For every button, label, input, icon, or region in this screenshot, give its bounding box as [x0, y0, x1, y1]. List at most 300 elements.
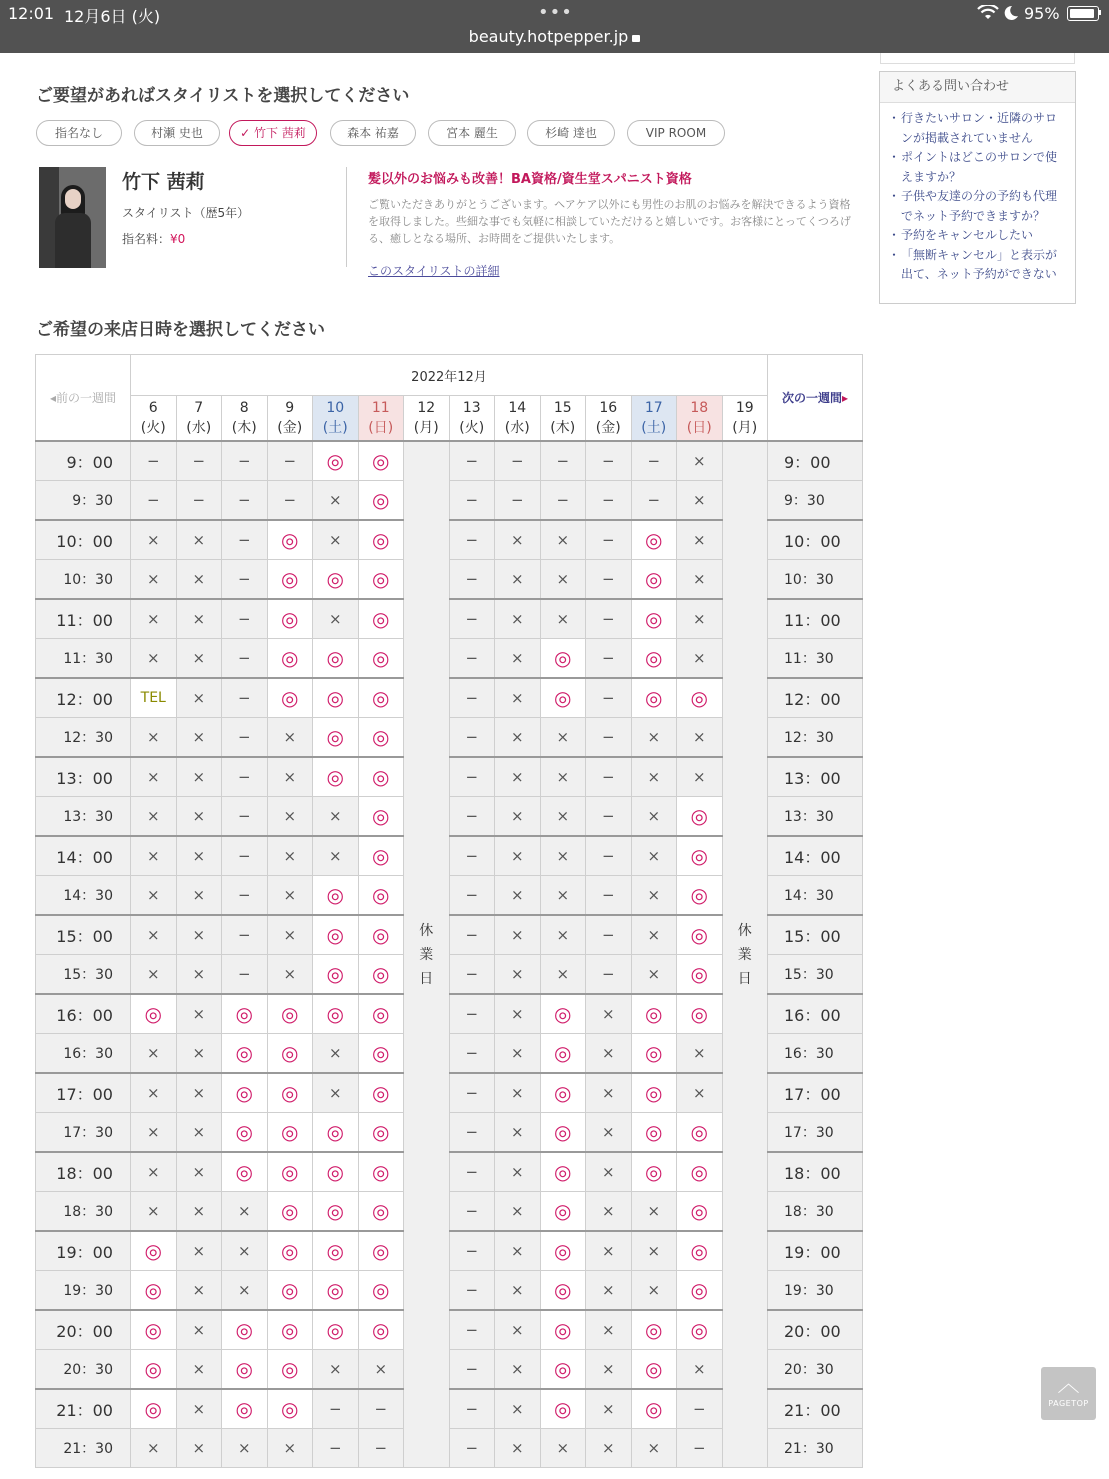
slot-unavailable: −: [586, 915, 632, 955]
stylist-fee: [122, 230, 185, 247]
faq-link[interactable]: ・ 子供や友達の分の予約も代理でネット予約できますか？: [892, 187, 1065, 226]
slot-available[interactable]: ◎: [631, 1310, 677, 1350]
time-label: 19：30: [36, 1271, 131, 1311]
slot-available[interactable]: ◎: [222, 1113, 268, 1153]
calendar-section-title: ご希望の来店日時を選択してください: [36, 320, 325, 340]
slot-available[interactable]: ◎: [540, 1152, 586, 1192]
slot-full: ×: [540, 520, 586, 560]
time-label: 14：30: [768, 876, 863, 916]
slot-full: ×: [131, 1429, 177, 1468]
slot-full: ×: [586, 1429, 632, 1468]
time-label: 10：00: [768, 520, 863, 560]
slot-available[interactable]: ◎: [313, 639, 359, 679]
slot-unavailable: −: [222, 599, 268, 639]
battery-percent: 95%: [1024, 4, 1060, 23]
slot-unavailable: −: [449, 876, 495, 916]
slot-full: ×: [176, 1192, 222, 1232]
slot-full: ×: [495, 876, 541, 916]
day-header: [449, 396, 495, 442]
slot-available[interactable]: ◎: [358, 757, 404, 797]
slot-tel[interactable]: TEL: [131, 678, 177, 718]
slot-available[interactable]: ◎: [313, 1231, 359, 1271]
slot-available[interactable]: ◎: [358, 481, 404, 521]
slot-unavailable: −: [222, 481, 268, 521]
slot-full: ×: [586, 994, 632, 1034]
slot-available[interactable]: ◎: [131, 1350, 177, 1390]
day-weekday: (火): [459, 420, 485, 436]
slot-available[interactable]: ◎: [677, 994, 723, 1034]
time-label: 18：30: [36, 1192, 131, 1232]
slot-available[interactable]: ◎: [631, 1350, 677, 1390]
slot-available[interactable]: ◎: [267, 1271, 313, 1311]
slot-available[interactable]: ◎: [358, 1271, 404, 1311]
slot-available[interactable]: ◎: [267, 1073, 313, 1113]
slot-full: ×: [631, 797, 677, 837]
slot-full: ×: [586, 1350, 632, 1390]
slot-unavailable: −: [586, 560, 632, 600]
slot-full: ×: [176, 599, 222, 639]
slot-available[interactable]: ◎: [677, 1271, 723, 1311]
time-label: 17：30: [768, 1113, 863, 1153]
slot-full: ×: [131, 520, 177, 560]
slot-full: ×: [495, 599, 541, 639]
time-label: 18：00: [768, 1152, 863, 1192]
address-bar[interactable]: [0, 27, 1109, 46]
slot-available[interactable]: ◎: [358, 1231, 404, 1271]
slot-unavailable: −: [495, 481, 541, 521]
check-icon: ✓: [240, 126, 255, 140]
slot-available[interactable]: ◎: [358, 836, 404, 876]
slot-available[interactable]: ◎: [358, 718, 404, 758]
slot-available[interactable]: ◎: [677, 1192, 723, 1232]
slot-available[interactable]: ◎: [358, 599, 404, 639]
time-label: 11：30: [36, 639, 131, 679]
slot-full: ×: [176, 757, 222, 797]
slot-available[interactable]: ◎: [631, 1389, 677, 1429]
slot-unavailable: −: [449, 1192, 495, 1232]
slot-available[interactable]: ◎: [267, 1192, 313, 1232]
slot-unavailable: −: [449, 441, 495, 481]
time-row: [36, 441, 863, 481]
slot-available[interactable]: ◎: [540, 994, 586, 1034]
slot-available[interactable]: ◎: [313, 915, 359, 955]
slot-available[interactable]: ◎: [313, 757, 359, 797]
slot-available[interactable]: ◎: [540, 1231, 586, 1271]
slot-full: ×: [131, 836, 177, 876]
pill-stylist-morimoto[interactable]: 森本 祐嘉: [330, 120, 416, 146]
time-label: 16：00: [768, 994, 863, 1034]
pill-label: 竹下 茜莉: [254, 126, 306, 140]
faq-link[interactable]: ・ ポイントはどこのサロンで使えますか？: [892, 148, 1065, 187]
slot-available[interactable]: ◎: [540, 1073, 586, 1113]
slot-available[interactable]: ◎: [313, 441, 359, 481]
slot-available[interactable]: ◎: [677, 915, 723, 955]
time-label: 18：30: [768, 1192, 863, 1232]
slot-available[interactable]: ◎: [267, 1152, 313, 1192]
slot-full: ×: [586, 1073, 632, 1113]
slot-full: ×: [495, 915, 541, 955]
day-weekday: (木): [231, 420, 257, 436]
slot-full: ×: [677, 560, 723, 600]
slot-available[interactable]: ◎: [540, 1271, 586, 1311]
pagetop-label: PAGETOP: [1048, 1399, 1089, 1408]
slot-available[interactable]: ◎: [358, 1034, 404, 1074]
time-label: 12：30: [36, 718, 131, 758]
slot-available[interactable]: ◎: [358, 955, 404, 995]
time-label: 10：30: [768, 560, 863, 600]
url-text: beauty.hotpepper.jp: [468, 27, 629, 46]
slot-full: ×: [540, 718, 586, 758]
day-weekday: (水): [186, 420, 212, 436]
faq-panel: [879, 71, 1076, 304]
slot-unavailable: −: [586, 520, 632, 560]
slot-available[interactable]: ◎: [313, 1113, 359, 1153]
slot-full: ×: [131, 1192, 177, 1232]
slot-full: ×: [176, 639, 222, 679]
slot-unavailable: −: [222, 797, 268, 837]
time-label: 19：00: [36, 1231, 131, 1271]
slot-available[interactable]: ◎: [267, 678, 313, 718]
slot-available[interactable]: ◎: [631, 678, 677, 718]
slot-full: ×: [495, 994, 541, 1034]
slot-available[interactable]: ◎: [222, 1073, 268, 1113]
slot-available[interactable]: ◎: [540, 678, 586, 718]
pill-stylist-sugizaki[interactable]: 杉崎 達也: [527, 120, 615, 146]
slot-full: ×: [131, 797, 177, 837]
day-weekday: (火): [140, 420, 166, 436]
day-header: [586, 396, 632, 442]
stylist-photo: [39, 167, 106, 268]
slot-available[interactable]: ◎: [267, 1310, 313, 1350]
slot-available[interactable]: ◎: [677, 876, 723, 916]
slot-available[interactable]: ◎: [540, 1350, 586, 1390]
slot-available[interactable]: ◎: [267, 994, 313, 1034]
day-number: 18: [690, 400, 709, 416]
slot-available[interactable]: ◎: [222, 1152, 268, 1192]
slot-full: ×: [131, 1113, 177, 1153]
next-week-button[interactable]: 次の一週間▸: [768, 355, 863, 442]
slot-full: ×: [267, 836, 313, 876]
slot-available[interactable]: ◎: [631, 560, 677, 600]
pill-vip-room[interactable]: VIP ROOM: [627, 120, 725, 146]
slot-full: ×: [540, 915, 586, 955]
day-number: 10: [326, 400, 345, 416]
slot-available[interactable]: ◎: [358, 1073, 404, 1113]
time-label: 16：30: [768, 1034, 863, 1074]
slot-full: ×: [586, 1113, 632, 1153]
time-label: 21：30: [768, 1429, 863, 1468]
slot-unavailable: −: [449, 1429, 495, 1468]
slot-full: ×: [631, 876, 677, 916]
day-number: 17: [644, 400, 663, 416]
slot-full: ×: [176, 797, 222, 837]
wifi-icon: [977, 5, 999, 21]
slot-available[interactable]: ◎: [267, 1389, 313, 1429]
slot-available[interactable]: ◎: [677, 1113, 723, 1153]
chevron-left-icon: ◂: [49, 391, 56, 405]
time-label: 14：00: [36, 836, 131, 876]
faq-link[interactable]: ・ 行きたいサロン・近隣のサロンが掲載されていません: [892, 109, 1065, 148]
slot-unavailable: −: [631, 481, 677, 521]
slot-available[interactable]: ◎: [267, 1034, 313, 1074]
slot-available[interactable]: ◎: [631, 599, 677, 639]
slot-full: ×: [540, 1429, 586, 1468]
slot-unavailable: −: [358, 1429, 404, 1468]
slot-unavailable: −: [313, 1429, 359, 1468]
sidebar-box-edge: [880, 53, 1075, 64]
slot-available[interactable]: ◎: [677, 678, 723, 718]
slot-unavailable: −: [449, 1034, 495, 1074]
slot-unavailable: −: [449, 1271, 495, 1311]
slot-available[interactable]: ◎: [313, 1271, 359, 1311]
slot-available[interactable]: ◎: [540, 1310, 586, 1350]
slot-available[interactable]: ◎: [131, 1310, 177, 1350]
slot-available[interactable]: ◎: [631, 1034, 677, 1074]
slot-full: ×: [631, 1271, 677, 1311]
pill-no-preference[interactable]: 指名なし: [36, 120, 122, 146]
slot-full: ×: [495, 1192, 541, 1232]
stylist-detail-link[interactable]: このスタイリストの詳細: [368, 264, 500, 278]
slot-full: ×: [495, 1389, 541, 1429]
slot-unavailable: −: [222, 836, 268, 876]
slot-unavailable: −: [586, 481, 632, 521]
slot-unavailable: −: [449, 481, 495, 521]
slot-available[interactable]: ◎: [313, 1310, 359, 1350]
slot-unavailable: −: [222, 915, 268, 955]
day-number: 6: [148, 400, 158, 416]
slot-unavailable: −: [449, 560, 495, 600]
slot-available[interactable]: ◎: [631, 1073, 677, 1113]
slot-unavailable: −: [677, 1389, 723, 1429]
slot-available[interactable]: ◎: [313, 955, 359, 995]
slot-available[interactable]: ◎: [358, 441, 404, 481]
slot-full: ×: [631, 1192, 677, 1232]
slot-available[interactable]: ◎: [313, 1192, 359, 1232]
slot-available[interactable]: ◎: [313, 876, 359, 916]
day-number: 13: [462, 400, 481, 416]
slot-available[interactable]: ◎: [358, 1310, 404, 1350]
day-number: 14: [508, 400, 527, 416]
slot-available[interactable]: ◎: [631, 639, 677, 679]
status-time: 12:01: [8, 4, 55, 23]
slot-available[interactable]: ◎: [631, 1152, 677, 1192]
slot-full: ×: [131, 560, 177, 600]
slot-available[interactable]: ◎: [631, 520, 677, 560]
slot-unavailable: −: [677, 1429, 723, 1468]
time-label: 10：30: [36, 560, 131, 600]
slot-available[interactable]: ◎: [131, 994, 177, 1034]
day-header: [631, 396, 677, 442]
slot-full: ×: [313, 836, 359, 876]
slot-available[interactable]: ◎: [267, 1113, 313, 1153]
slot-full: ×: [176, 1113, 222, 1153]
slot-available[interactable]: ◎: [358, 1152, 404, 1192]
slot-full: ×: [586, 1271, 632, 1311]
faq-link[interactable]: ・ 予約をキャンセルしたい: [892, 226, 1065, 246]
day-weekday: (金): [595, 420, 621, 436]
slot-full: ×: [313, 1073, 359, 1113]
slot-full: ×: [586, 1389, 632, 1429]
day-weekday: (土): [641, 420, 667, 436]
slot-available[interactable]: ◎: [222, 1310, 268, 1350]
slot-available[interactable]: ◎: [222, 1389, 268, 1429]
slot-available[interactable]: ◎: [540, 1192, 586, 1232]
slot-full: ×: [495, 639, 541, 679]
chevron-right-icon: ▸: [841, 391, 849, 405]
slot-full: ×: [313, 797, 359, 837]
slot-available[interactable]: ◎: [540, 639, 586, 679]
time-label: 9：00: [36, 441, 131, 481]
slot-full: ×: [540, 757, 586, 797]
slot-available[interactable]: ◎: [131, 1389, 177, 1429]
stylist-description: ご覧いただきありがとうございます。ヘアケア以外にも男性のお肌のお悩みを解決できるよう資格を取得しました。些細な事でも気軽に相談していただけると嬉しいです。お客様にとってくつろげる、癒しとなる場所、お時間をご提供いたします。: [368, 198, 851, 245]
slot-full: ×: [176, 994, 222, 1034]
slot-full: ×: [677, 599, 723, 639]
slot-unavailable: −: [222, 718, 268, 758]
slot-available[interactable]: ◎: [677, 955, 723, 995]
slot-unavailable: −: [449, 639, 495, 679]
slot-available[interactable]: ◎: [677, 836, 723, 876]
slot-available[interactable]: ◎: [540, 1034, 586, 1074]
slot-full: ×: [176, 1034, 222, 1074]
slot-full: ×: [586, 1231, 632, 1271]
slot-available[interactable]: ◎: [267, 560, 313, 600]
slot-available[interactable]: ◎: [358, 639, 404, 679]
slot-unavailable: −: [586, 718, 632, 758]
more-dots-icon[interactable]: •••: [538, 2, 573, 23]
slot-full: ×: [267, 1429, 313, 1468]
slot-full: ×: [267, 915, 313, 955]
slot-full: ×: [222, 1271, 268, 1311]
slot-available[interactable]: ◎: [313, 994, 359, 1034]
slot-unavailable: −: [131, 481, 177, 521]
browser-top-bar: [0, 0, 1109, 53]
slot-available[interactable]: ◎: [358, 1113, 404, 1153]
day-number: 7: [194, 400, 204, 416]
slot-available[interactable]: ◎: [540, 1389, 586, 1429]
slot-full: ×: [540, 599, 586, 639]
time-label: 19：30: [768, 1271, 863, 1311]
time-label: 20：00: [768, 1310, 863, 1350]
slot-available[interactable]: ◎: [677, 797, 723, 837]
slot-available[interactable]: ◎: [358, 994, 404, 1034]
slot-unavailable: −: [586, 797, 632, 837]
slot-full: ×: [176, 876, 222, 916]
prev-week-button[interactable]: ◂前の一週間: [36, 355, 131, 442]
day-header: [131, 396, 177, 442]
slot-available[interactable]: ◎: [540, 1113, 586, 1153]
slot-unavailable: −: [586, 836, 632, 876]
slot-available[interactable]: ◎: [677, 1231, 723, 1271]
slot-unavailable: −: [449, 1231, 495, 1271]
lock-icon: [632, 35, 640, 42]
slot-available[interactable]: ◎: [222, 1034, 268, 1074]
day-weekday: (日): [368, 420, 394, 436]
slot-available[interactable]: ◎: [131, 1271, 177, 1311]
slot-full: ×: [677, 1350, 723, 1390]
slot-available[interactable]: ◎: [313, 560, 359, 600]
slot-full: ×: [222, 1192, 268, 1232]
pill-stylist-miyamoto[interactable]: 宮本 麗生: [428, 120, 516, 146]
slot-available[interactable]: ◎: [267, 1231, 313, 1271]
slot-full: ×: [495, 757, 541, 797]
slot-unavailable: −: [222, 639, 268, 679]
slot-full: ×: [131, 876, 177, 916]
day-weekday: (日): [686, 420, 712, 436]
slot-available[interactable]: ◎: [358, 797, 404, 837]
slot-available[interactable]: ◎: [267, 599, 313, 639]
slot-available[interactable]: ◎: [267, 1350, 313, 1390]
time-label: 13：30: [768, 797, 863, 837]
slot-unavailable: −: [586, 678, 632, 718]
slot-available[interactable]: ◎: [358, 520, 404, 560]
time-label: 14：00: [768, 836, 863, 876]
day-header: [677, 396, 723, 442]
slot-available[interactable]: ◎: [631, 994, 677, 1034]
slot-available[interactable]: ◎: [313, 678, 359, 718]
slot-full: ×: [267, 797, 313, 837]
slot-unavailable: −: [586, 757, 632, 797]
slot-available[interactable]: ◎: [358, 1192, 404, 1232]
slot-full: ×: [176, 1073, 222, 1113]
slot-unavailable: −: [540, 441, 586, 481]
time-label: 17：00: [768, 1073, 863, 1113]
time-label: 12：00: [36, 678, 131, 718]
slot-available[interactable]: ◎: [677, 1310, 723, 1350]
slot-full: ×: [267, 955, 313, 995]
slot-full: ×: [495, 1231, 541, 1271]
slot-available[interactable]: ◎: [222, 1350, 268, 1390]
slot-available[interactable]: ◎: [677, 1152, 723, 1192]
pagetop-button[interactable]: [1041, 1367, 1096, 1420]
slot-unavailable: −: [449, 1113, 495, 1153]
faq-link[interactable]: ・ 「無断キャンセル」と表示が出て、ネット予約ができない: [892, 246, 1065, 285]
slot-full: ×: [495, 1073, 541, 1113]
slot-unavailable: −: [586, 599, 632, 639]
slot-full: ×: [267, 718, 313, 758]
slot-available[interactable]: ◎: [313, 1152, 359, 1192]
slot-full: ×: [176, 1271, 222, 1311]
slot-available[interactable]: ◎: [267, 639, 313, 679]
slot-unavailable: −: [449, 757, 495, 797]
pill-stylist-takeshita[interactable]: [229, 120, 317, 146]
slot-available[interactable]: ◎: [358, 876, 404, 916]
slot-full: ×: [176, 678, 222, 718]
time-label: 20：30: [768, 1350, 863, 1390]
slot-full: ×: [131, 757, 177, 797]
pill-stylist-murase[interactable]: 村瀬 史也: [134, 120, 220, 146]
slot-unavailable: −: [449, 797, 495, 837]
fee-value: ¥0: [170, 232, 186, 246]
slot-available[interactable]: ◎: [313, 718, 359, 758]
stylist-name: 竹下 茜莉: [122, 171, 205, 193]
slot-available[interactable]: ◎: [222, 994, 268, 1034]
slot-available[interactable]: ◎: [631, 1113, 677, 1153]
slot-available[interactable]: ◎: [358, 678, 404, 718]
slot-unavailable: −: [449, 1310, 495, 1350]
slot-available[interactable]: ◎: [358, 915, 404, 955]
slot-full: ×: [540, 876, 586, 916]
slot-available[interactable]: ◎: [267, 520, 313, 560]
slot-full: ×: [631, 757, 677, 797]
slot-unavailable: −: [449, 915, 495, 955]
slot-full: ×: [495, 520, 541, 560]
slot-full: ×: [586, 1192, 632, 1232]
time-label: 9：00: [768, 441, 863, 481]
slot-available[interactable]: ◎: [358, 560, 404, 600]
day-header: [176, 396, 222, 442]
slot-available[interactable]: ◎: [131, 1231, 177, 1271]
